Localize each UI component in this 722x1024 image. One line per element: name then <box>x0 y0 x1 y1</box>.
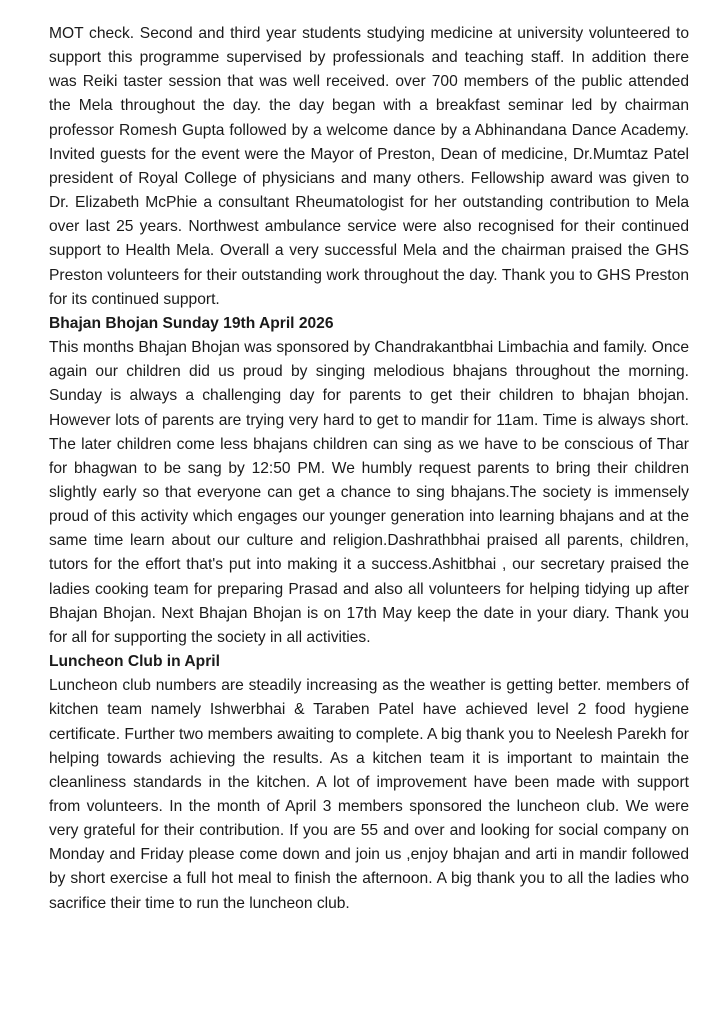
luncheon-club-heading: Luncheon Club in April <box>49 653 220 671</box>
newsletter-page <box>49 22 689 916</box>
health-mela-paragraph: MOT check. Second and third year students studying medicine at university volunteered to support this programme supervised by professionals and teaching staff. In addition there was Reiki taster session that was well received. over 700 members of the public attended the Mela throughout the day. the day began with a breakfast seminar led by chairman professor Romesh Gupta followed by a welcome dance by a Abhinandana Dance Academy. Invited guests for the event were the Mayor of Preston, Dean of medicine, Dr.Mumtaz Patel president of Royal College of physicians and many others. Fellowship award was given to Dr. Elizabeth McPhie a consultant Rheumatologist for her outstanding contribution to Mela over last 25 years. Northwest ambulance service were also recognised for their continued support to Health Mela. Overall a very successful Mela and the chairman praised the GHS Preston volunteers for their outstanding work throughout the day. Thank you to GHS Preston for its continued support. <box>49 25 689 308</box>
bhajan-bhojan-heading: Bhajan Bhojan Sunday 19th April 2026 <box>49 314 334 332</box>
bhajan-bhojan-paragraph: This months Bhajan Bhojan was sponsored by Chandrakantbhai Limbachia and family. Once again our children did us proud by singing melodious bhajans throughout the morning. Sunday is always a challenging day for parents to get their children to bhajan bhojan. However lots of parents are trying very hard to get to mandir for 11am. Time is always short. The later children come less bhajans children can sing as we have to be conscious of Thar for bhagwan to be sang by 12:50 PM. We humbly request parents to bring their children slightly early so that everyone can get a chance to sing bhajans.The society is immensely proud of this activity which engages our younger generation into learning bhajans and at the same time learn about our culture and religion.Dashrathbhai praised all parents, children, tutors for the effort that's put into making it a success.Ashitbhai , our secretary praised the ladies cooking team for preparing Prasad and also all volunteers for helping tidying up after Bhajan Bhojan. Next Bhajan Bhojan is on 17th May keep the date in your diary. Thank you for all for supporting the society in all activities. <box>49 339 689 646</box>
luncheon-club-paragraph: Luncheon club numbers are steadily increasing as the weather is getting better. members of kitchen team namely Ishwerbhai & Taraben Patel have achieved level 2 food hygiene certificate. Further two members awaiting to complete. A big thank you to Neelesh Parekh for helping towards achieving the results. As a kitchen team it is important to maintain the cleanliness standards in the kitchen. A lot of improvement have been made with support from volunteers. In the month of April 3 members sponsored the luncheon club. We were very grateful for their contribution. If you are 55 and over and looking for social company on Monday and Friday please come down and join us ,enjoy bhajan and arti in mandir followed by short exercise a full hot meal to finish the afternoon. A big thank you to all the ladies who sacrifice their time to run the luncheon club. <box>49 677 689 912</box>
